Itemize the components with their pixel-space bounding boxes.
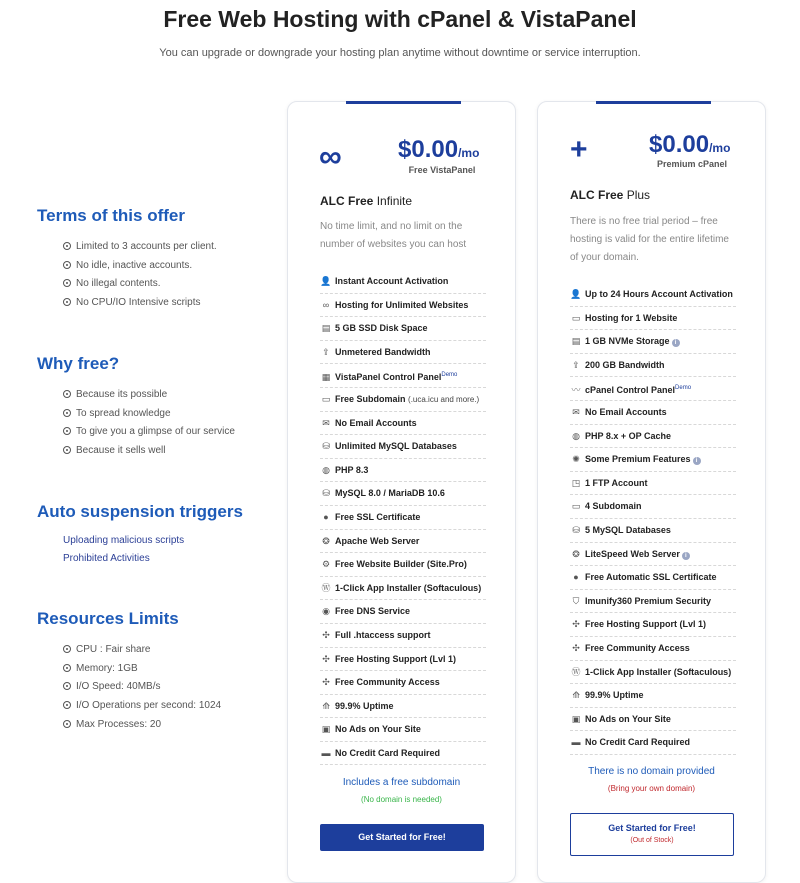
list-item: I/O Operations per second: 1024 [63,697,221,716]
feature-item [570,425,736,449]
info-icon[interactable]: i [693,457,701,465]
support-icon: ✣ [322,653,330,664]
plan-description: There is no free trial period – free hosting is valid for the entire lifetime of your domain. [570,216,729,263]
feature-label: 1-Click App Installer (Softaculous) [585,666,732,677]
card-icon: ▬ [321,747,331,758]
domain-icon: ▭ [571,312,581,323]
cpanel-icon: 〰 [571,385,581,396]
malicious-scripts-link[interactable]: Uploading malicious scripts [63,535,185,546]
list-item: Limited to 3 accounts per client. [63,238,217,257]
feature-label: VistaPanel Control Panel [335,372,442,383]
ftp-icon: ◳ [571,477,581,488]
card-icon: ▬ [571,737,581,748]
why-heading: Why free? [37,354,120,373]
feature-item [570,472,736,496]
bullet-icon [63,664,71,672]
suspension-heading: Auto suspension triggers [37,502,243,521]
uptime-icon: ⟰ [572,690,580,701]
ssl-icon: ● [573,572,579,583]
plan-price: $0.00/mo [649,131,731,158]
globe-icon: ◉ [322,606,330,617]
feature-label: 4 Subdomain [585,501,642,512]
demo-link[interactable]: Demo [441,372,458,379]
feature-list [320,270,486,765]
feature-label: Free Hosting Support (Lvl 1) [335,653,457,664]
list-item: To spread knowledge [63,405,235,424]
plan-subnote: (Bring your own domain) [607,784,696,793]
feature-item [320,648,486,672]
feature-label: PHP 8.x + OP Cache [585,430,671,441]
bullet-icon [63,261,71,269]
bullet-icon [63,720,71,728]
feature-label: No Ads on Your Site [335,724,421,735]
terms-list [63,238,217,313]
email-icon: ✉ [572,406,580,417]
bullet-icon [63,390,71,398]
plan-name: ALC Free Plus [570,188,651,202]
list-item: CPU : Fair share [63,641,221,660]
plan-subline: There is no domain provided [588,766,715,777]
feature-item [570,377,736,401]
feature-item [570,637,736,661]
feature-label: Free DNS Service [335,606,411,617]
bullet-icon [63,701,71,709]
list-item: To give you a glimpse of our service [63,423,235,442]
feature-label: Free Automatic SSL Certificate [585,572,717,583]
bullet-icon [63,427,71,435]
no-ads-icon: ▣ [571,713,581,724]
feature-label: 5 MySQL Databases [585,524,671,535]
plan-description: No time limit, and no limit on the number of websites you can host [320,221,467,250]
feature-item [570,330,736,354]
feature-item [320,459,486,483]
feature-label: 1 FTP Account [585,477,648,488]
storage-icon: ▤ [321,323,331,334]
list-item: Memory: 1GB [63,660,221,679]
feature-label: PHP 8.3 [335,464,369,475]
feature-label: Free Website Builder (Site.Pro) [335,559,467,570]
plus-icon: + [570,133,588,166]
feature-item [570,307,736,331]
feature-item [320,364,486,388]
list-item: Max Processes: 20 [63,716,221,735]
features-icon: ✺ [572,454,580,465]
plan-panel: Free VistaPanel [408,165,476,175]
plan-panel: Premium cPanel [656,159,728,169]
no-ads-icon: ▣ [321,724,331,735]
bullet-icon [63,645,71,653]
feature-item [570,519,736,543]
bandwidth-icon: ⇪ [572,359,580,370]
feature-item [320,506,486,530]
feature-item [570,661,736,685]
feature-item [320,671,486,695]
feature-label: cPanel Control Panel [585,385,676,396]
feature-note: (.uca.icu and more.) [408,394,480,404]
bullet-icon [63,242,71,250]
wordpress-icon: Ⓦ [571,666,581,677]
feature-list [570,283,736,755]
shield-icon: ⛉ [572,595,580,606]
user-icon: 👤 [570,289,582,299]
feature-label: Unlimited MySQL Databases [335,441,457,452]
feature-label: Unmetered Bandwidth [335,346,431,357]
list-item: I/O Speed: 40MB/s [63,678,221,697]
feature-label: 99.9% Uptime [585,690,644,701]
domain-icon: ▭ [571,501,581,512]
demo-link[interactable]: Demo [675,385,692,392]
feature-item [320,553,486,577]
database-icon: ⛁ [572,524,580,535]
feature-item [320,600,486,624]
domain-icon: ▭ [321,393,331,404]
uptime-icon: ⟰ [322,700,330,711]
out-of-stock-note: (Out of Stock) [630,837,674,844]
feature-item [570,354,736,378]
page-title: Free Web Hosting with cPanel & VistaPanel [163,6,637,32]
feature-label: 200 GB Bandwidth [585,359,665,370]
resources-heading: Resources Limits [37,609,179,628]
feature-label: No Email Accounts [335,417,417,428]
info-icon[interactable]: i [682,552,690,560]
feature-item [320,695,486,719]
feature-item [320,341,486,365]
feature-item [320,317,486,341]
bullet-icon [63,446,71,454]
database-icon: ⛁ [322,488,330,499]
feature-item [320,435,486,459]
plan-name: ALC Free Infinite [320,194,413,208]
list-item: No idle, inactive accounts. [63,257,217,276]
feature-item [320,742,486,766]
feature-label: MySQL 8.0 / MariaDB 10.6 [335,488,445,499]
resources-list [63,641,221,734]
feature-item [570,613,736,637]
page-subtitle: You can upgrade or downgrade your hosting plan anytime without downtime or service interruption. [159,47,641,59]
server-icon: ❂ [322,535,330,546]
feature-item [320,530,486,554]
feature-label: Free Community Access [585,642,690,653]
storage-icon: ▤ [571,336,581,347]
feature-label: 1 GB NVMe Storage [585,336,670,347]
feature-item [320,412,486,436]
suspension-links [63,532,184,568]
feature-item [320,294,486,318]
feature-label: 1-Click App Installer (Softaculous) [335,582,482,593]
bullet-icon [63,682,71,690]
feature-label: Instant Account Activation [335,276,449,286]
feature-item [570,566,736,590]
feature-item [570,495,736,519]
button-label: Get Started for Free! [608,823,696,833]
community-icon: ✣ [572,642,580,653]
feature-item [320,482,486,506]
feature-label: No Email Accounts [585,406,667,417]
card-accent-bar [596,101,711,104]
community-icon: ✣ [322,677,330,688]
feature-item [570,543,736,567]
database-icon: ⛁ [322,441,330,452]
plan-subnote: (No domain is needed) [361,795,442,804]
feature-label: Hosting for 1 Website [585,312,678,323]
feature-label: Free SSL Certificate [335,511,421,522]
wordpress-icon: Ⓦ [321,582,331,593]
feature-label: No Credit Card Required [335,747,441,758]
feature-label: 5 GB SSD Disk Space [335,323,428,334]
feature-item [320,388,486,412]
infinity-icon: ∞ [319,138,342,174]
feature-item [570,708,736,732]
feature-label: Some Premium Features [585,454,691,465]
list-item: No illegal contents. [63,275,217,294]
feature-label: Free Hosting Support (Lvl 1) [585,619,707,630]
php-icon: ◍ [322,464,330,475]
support-icon: ✣ [322,629,330,640]
feature-item [570,401,736,425]
get-started-button[interactable] [570,813,734,856]
feature-label: No Credit Card Required [585,737,691,748]
terms-heading: Terms of this offer [37,206,185,225]
list-item: No CPU/IO Intensive scripts [63,294,217,313]
user-icon: 👤 [320,276,332,286]
list-item: Because it sells well [63,442,235,461]
feature-item [320,718,486,742]
plan-price: $0.00/mo [398,136,480,163]
plan-card-plus [537,101,766,883]
feature-item [570,731,736,755]
feature-label: Imunify360 Premium Security [585,595,712,606]
list-item: Because its possible [63,386,235,405]
prohibited-activities-link[interactable]: Prohibited Activities [63,553,150,564]
bullet-icon [63,298,71,306]
feature-label: Up to 24 Hours Account Activation [585,289,733,299]
plan-subline: Includes a free subdomain [342,777,461,788]
builder-icon: ⚙ [321,559,331,570]
feature-item [320,624,486,648]
feature-item [570,283,736,307]
info-icon[interactable]: i [672,339,680,347]
feature-label: Free Subdomain [335,393,406,404]
bullet-icon [63,279,71,287]
feature-item [570,590,736,614]
card-accent-bar [346,101,461,104]
email-icon: ✉ [322,417,330,428]
panel-icon: ▦ [321,372,331,383]
bullet-icon [63,409,71,417]
feature-label: No Ads on Your Site [585,713,671,724]
feature-label: Free Community Access [335,677,440,688]
feature-label: Apache Web Server [335,535,420,546]
php-icon: ◍ [572,430,580,441]
server-icon: ❂ [572,548,580,559]
feature-item [320,577,486,601]
feature-label: Full .htaccess support [335,629,431,640]
get-started-button[interactable]: Get Started for Free! [320,824,484,851]
why-list [63,386,235,461]
feature-item [570,684,736,708]
feature-label: 99.9% Uptime [335,700,394,711]
feature-label: LiteSpeed Web Server [585,548,680,559]
feature-item [320,270,486,294]
bandwidth-icon: ⇪ [322,346,330,357]
feature-label: Hosting for Unlimited Websites [335,299,469,310]
feature-item [570,448,736,472]
ssl-icon: ● [323,511,329,522]
plan-card-infinite [287,101,516,883]
infinity-icon: ∞ [322,299,330,310]
support-icon: ✣ [572,619,580,630]
